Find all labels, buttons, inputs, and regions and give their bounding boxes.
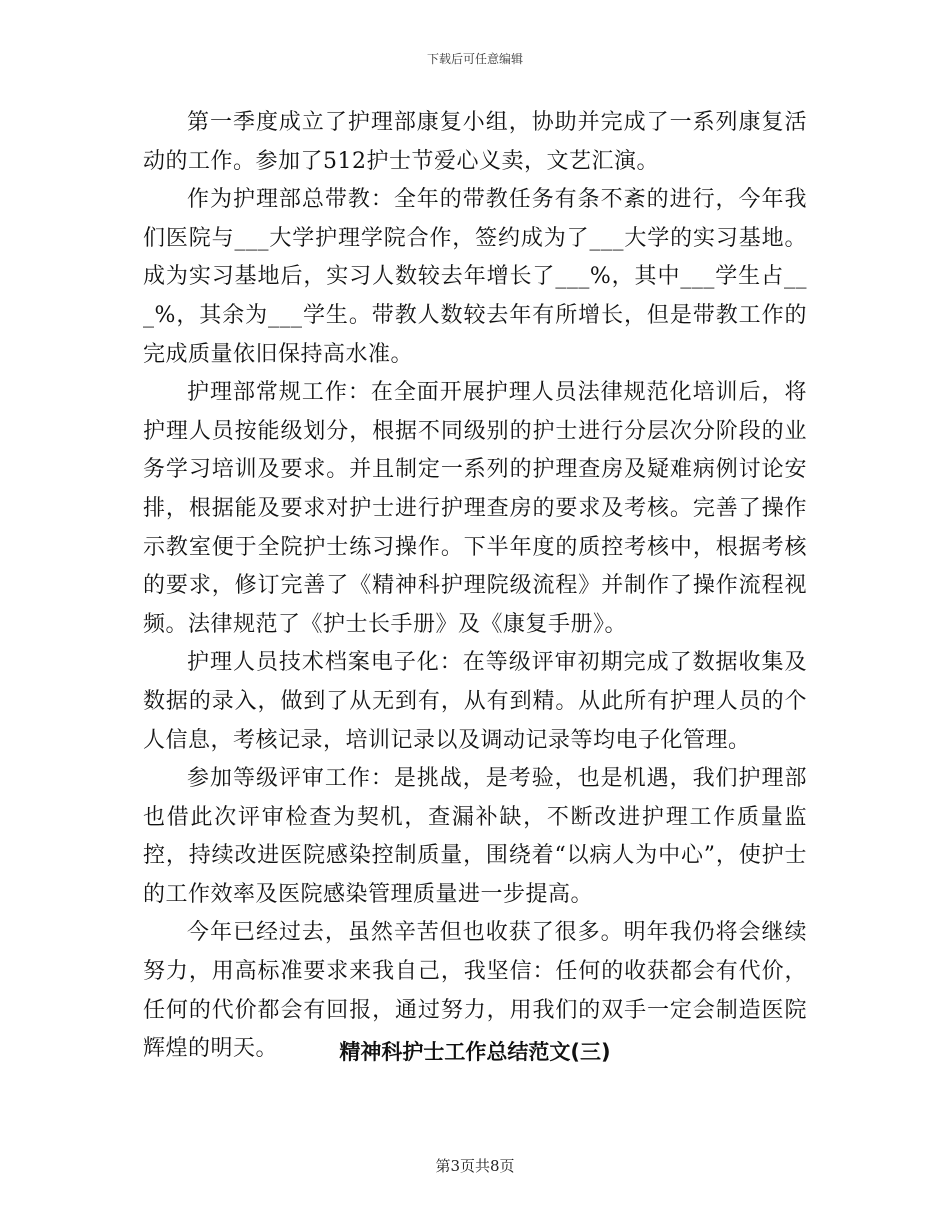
paragraph-routine-work: 护理部常规工作：在全面开展护理人员法律规范化培训后，将护理人员按能级划分，根据不同级别的护士进行分层次分阶段的业务学习培训及要求。并且制定一系列的护理查房及疑难病例讨论安排，根据能及要求对护士进行护理查房的要求及考核。完善了操作示教室便于全院护士练习操作。下半年度的质控考核中，根据考核的要求，修订完善了《精神科护理院级流程》并制作了操作流程视频。法律规范了《护士长手册》及《康复手册》。: [143, 380, 807, 637]
page-footer: 第3页共8页: [435, 1157, 515, 1175]
paragraph-conclusion: 今年已经过去，虽然辛苦但也收获了很多。明年我仍将会继续努力，用高标准要求来我自己，我坚信：任何的收获都会有代价，任何的代价都会有回报，通过努力，用我们的双手一定会制造医院辉煌的明天。: [143, 920, 807, 1062]
paragraph-digital-archives: 护理人员技术档案电子化：在等级评审初期完成了数据收集及数据的录入，做到了从无到有，从有到精。从此所有护理人员的个人信息，考核记录，培训记录以及调动记录等均电子化管理。: [143, 650, 807, 753]
section-title: 精神科护士工作总结范文(三): [339, 1040, 611, 1064]
paragraph-grade-review: 参加等级评审工作：是挑战，是考验，也是机遇，我们护理部也借此次评审检查为契机，查漏补缺，不断改进护理工作质量监控，持续改进医院感染控制质量，围绕着“以病人为中心”，使护士的工作效率及医院感染管理质量进一步提高。: [143, 766, 807, 907]
paragraph-rehab-group: 第一季度成立了护理部康复小组，协助并完成了一系列康复活动的工作。参加了512护士节爱心义卖，文艺汇演。: [143, 110, 807, 174]
paragraph-teaching: 作为护理部总带教：全年的带教任务有条不紊的进行，今年我们医院与___大学护理学院合作，签约成为了___大学的实习基地。成为实习基地后，实习人数较去年增长了___%，其中___学生占___%，其余为___学生。带教人数较去年有所增长，但是带教工作的完成质量依旧保持高水准。: [143, 187, 807, 367]
document-body: [143, 104, 807, 1069]
page-header: 下载后可任意编辑: [426, 52, 523, 66]
